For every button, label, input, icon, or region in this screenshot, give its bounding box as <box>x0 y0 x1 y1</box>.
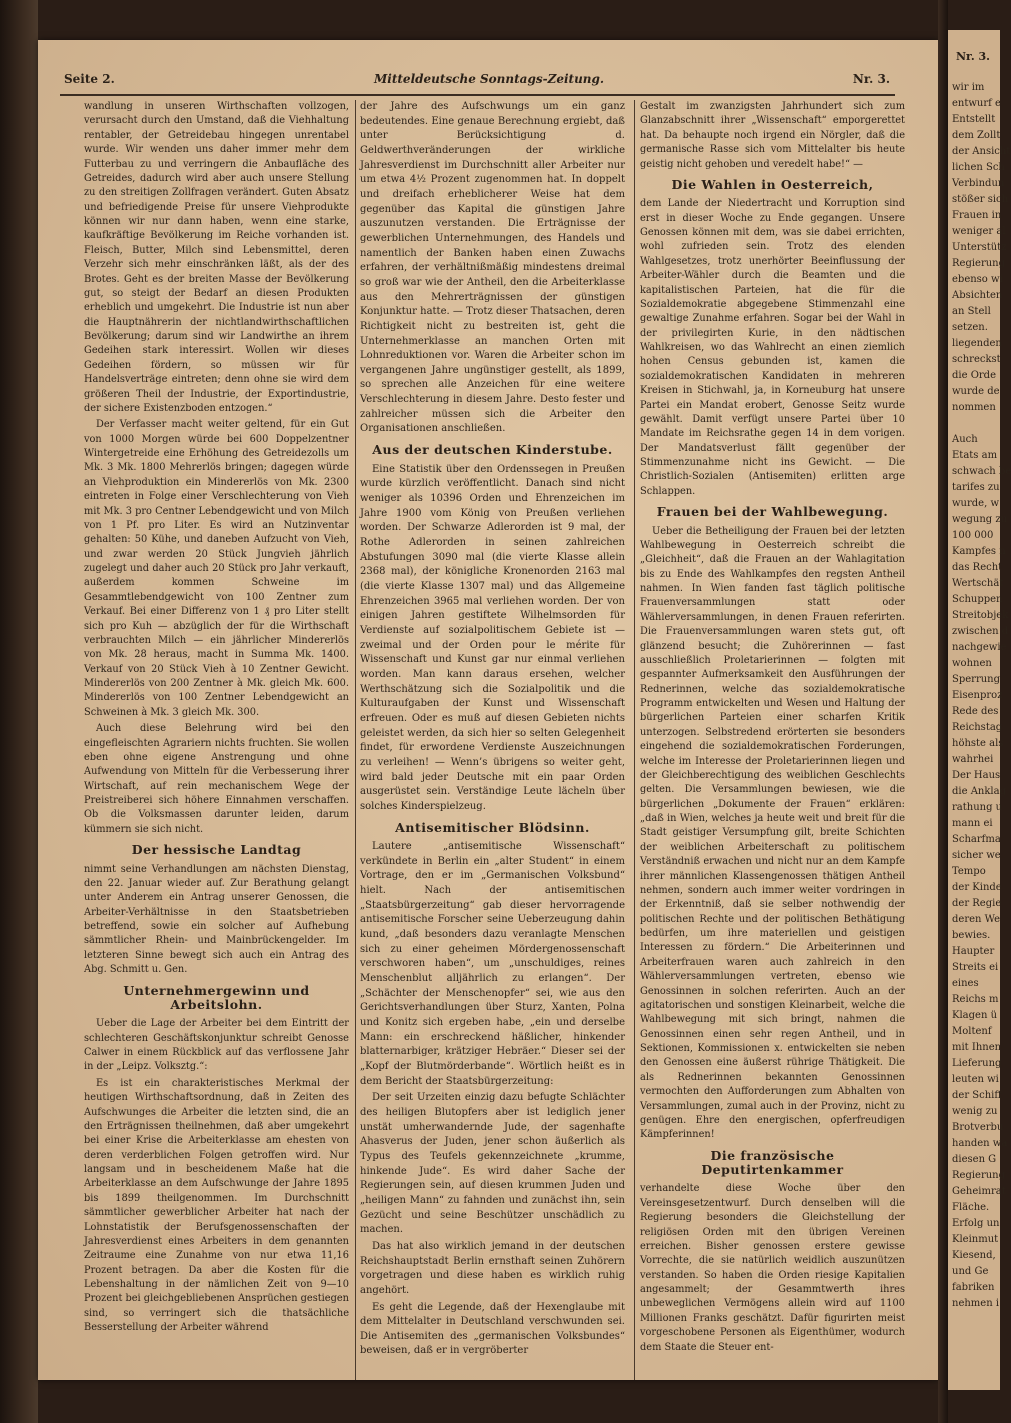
adjacent-page-line: diesen G <box>952 1154 997 1165</box>
article-heading: Der hessische Landtag <box>131 842 302 858</box>
adjacent-page-line: tarifes zu <box>952 482 1000 493</box>
adjacent-page-line: schreckst <box>952 354 1001 365</box>
adjacent-page-line: nachgewie <box>952 642 1007 653</box>
adjacent-page-line: Wertschät <box>952 578 1004 589</box>
article-paragraph: wandlung in unseren Wirthschaften vollzogen, verursacht durch den Umstand, daß die Viehhaltung rentabler, der Getreidebau hingegen unrentabel wurde. Wir wenden uns daher immer mehr dem Futterbau zu und verringern die Anbaufläche des Getreides, dadurch wird aber auch unsere Stellung zu den streitigen Zollfragen verändert. Guten Absatz und befriedigende Preise für unsere Viehprodukte können wir nur dann haben, wenn eine starke, kaufkräftige Bevölkerung im Reiche vorhanden ist. Fleisch, Butter, Milch sind Lebensmittel, deren Verzehr sich mehr einschränken läßt, als der des Brotes. Geht es der breiten Masse der Bevölkerung gut, so steigt der Bedarf an diesen Produkten erheblich und umgekehrt. Die Industrie ist nun aber die Hauptnährerin der nichtlandwirthschaftlichen Bevölkerung; darum sind wir Landwirthe an ihrem Gedeihen stark interessirt. Wollen wir dieses Gedeihen fördern, so müssen wir für Handelsverträge eintreten; denn ohne sie wird dem größeren Theil der Industrie, der Exportindustrie, der sichere Existenzboden entzogen.“ <box>84 101 349 414</box>
adjacent-page-line: wahrhei <box>952 754 994 765</box>
book-spine <box>0 0 38 1423</box>
adjacent-page-line: Der Haus <box>952 770 1001 781</box>
adjacent-page-line: Frauen in <box>952 210 1002 221</box>
adjacent-page-line: Eisenproz <box>952 690 1003 701</box>
adjacent-page-line: die Orde <box>952 370 996 381</box>
adjacent-page-line: entwurf e <box>952 98 1001 109</box>
adjacent-page-line: der Regie <box>952 898 1002 909</box>
adjacent-page-line: der Schiff <box>952 1090 1002 1101</box>
adjacent-page-line: zwischen d <box>952 626 1009 637</box>
adjacent-page-line: eines <box>952 978 979 989</box>
adjacent-page-line: nommen <box>952 402 996 413</box>
adjacent-page-line: Regierung <box>952 258 1006 269</box>
adjacent-page-line: wohnen <box>952 658 992 669</box>
adjacent-page-line: mann ei <box>952 818 993 829</box>
article-paragraph: Eine Statistik über den Ordenssegen in Preußen wurde kürzlich veröffentlicht. Danach sind nicht weniger als 10396 Orden und Ehrenzeichen im Jahre 1900 vom König von Preußen verliehen worden. Der Schwarze Adlerorden ist 9 mal, der Rothe Adlerorden in seinen zahlreichen Abstufungen 3090 mal (die vierte Klasse allein 2368 mal), der königliche Kronenorden 2163 mal (die vierte Klasse 1307 mal) und das Allgemeine Ehrenzeichen 3965 mal verliehen worden. Der von einigen Jahren gestiftete Wilhelmsorden für Verdienste auf sozialpolitischem Gebiete ist — zweimal und der Orden pour le mérite für Wissenschaft und Kunst gar nur einmal verliehen worden. Man kann daraus ersehen, welcher Werthschätzung sich die Sozialpolitik und die Kulturaufgaben der Kunst und Wissenschaft erfreuen. Oder es muß auf diesen Gebieten nichts geleistet werden, da sich hier so selten Gelegenheit findet, für erwordene Verdienste Auszeichnungen zu verleihen! — Wenn’s übrigens so weiter geht, wird bald jeder Deutsche mit ein paar Orden ausgerüstet sein. Verständige Leute lächeln über solches Kinderspielzeug. <box>360 463 625 812</box>
article-heading: Aus der deutschen Kinderstube. <box>372 442 613 458</box>
adjacent-page-line: Kampfes n <box>952 546 1006 557</box>
adjacent-page-line: bewies. <box>952 930 991 941</box>
adjacent-page-line: 100 000 <box>952 530 994 541</box>
header-rule <box>60 94 895 96</box>
article-column-2 <box>360 100 625 1361</box>
adjacent-page-line: Streits ei <box>952 962 999 973</box>
article-paragraph: Ueber die Betheiligung der Frauen bei der letzten Wahlbewegung in Oesterreich schreibt die „Gleichheit“, daß die Frauen an der Wahlagitation bis zu Ende des Wahlkampfes den regsten Antheil nahmen. In Wien fanden fast täglich politische Frauenversammlungen statt oder Wählerversammlungen, in denen Frauen referirten. Die Frauenversammlungen waren stets gut, oft glänzend besucht; die Zuhörerinnen — fast ausschließlich Proletarierinnen — folgten mit gespannter Aufmerksamkeit den Ausführungen der Rednerinnen, welche das sozialdemokratische Programm entwickelten und Wesen und Haltung der bürgerlichen Parteien einer scharfen Kritik unterzogen. Selbstredend erörterten sie besonders eingehend die sozialdemokratischen Forderungen, welche im Interesse der Proletarierinnen liegen und der Gleichberechtigung des weiblichen Geschlechts gelten. Die Versammlungen bewiesen, wie die bürgerlichen „Dokumente der Frauen“ erklären: „daß in Wien, welches ja heute weit und breit für die Stadt geistiger Versumpfung gilt, breite Schichten der weiblichen Arbeiterschaft zu politischem Verständniß erwachen und nicht nur an dem Kampfe ihrer männlichen Klassengenossen thätigen Antheil nehmen, sondern auch immer weiter vordringen in der Erkenntniß, daß sie selber nothwendig der politischen Rechte und der politischen Bethätigung bedürfen, um ihre materiellen und geistigen Interessen zu fördern.“ Die Arbeiterinnen und Arbeiterfrauen waren auch zahlreich in den Wählerversammlungen vertreten, ebenso wie Genossinnen in solchen referirten. Auch an der agitatorischen und sonstigen Kleinarbeit, welche die Wahlbewegung mit sich bringt, nahmen die Genossinnen einen sehr regen Antheil, und in Sektionen, Kommissionen x. entwickelten sie neben den Genossen eine äußerst rührige Thätigkeit. Die als Rednerinnen bekannten Genossinnen vermochten den Aufforderungen zum Abhalten von Versammlungen, zumal auch in der Provinz, nicht zu genügen. Ehre den energischen, opferfreudigen Kämpferinnen! <box>640 525 905 1141</box>
article-paragraph: Ueber die Lage der Arbeiter bei dem Eintritt der schlechteren Geschäftskonjunktur schreibt Genosse Calwer in einem Rückblick auf das verflossene Jahr in der „Leipz. Volksztg.“: <box>84 1018 349 1073</box>
adjacent-page-line: Haupter <box>952 946 995 957</box>
adjacent-page-line: fabriken <box>952 1282 995 1293</box>
adjacent-page-line: setzen. <box>952 322 988 333</box>
article-paragraph: Lautere „antisemitische Wissenschaft“ verkündete in Berlin ein „alter Student“ in einem Vortrage, den er im „Germanischen Volksbund“ hielt. Nach der antisemitischen „Staatsbürgerzeitung“ gab dieser hervorragende antisemitische Forscher seine Ueberzeugung dahin kund, „daß besonders dazu veranlagte Menschen sich zu einer geheimen Mördergenossenschaft verschworen haben“, um „unschuldiges, reines Menschenblut alljährlich zu erlangen“. Der „Schächter der Menschenopfer“ sei, wie aus den Gerichtsverhandlungen über Sturz, Xanten, Polna und Konitz sich ergeben habe, „ein und derselbe Mann: ein erschreckend häßlicher, hinkender blatternarbiger, krätziger Hebräer.“ Dieser sei der „Kopf der Blutmörderbande“. Wörtlich heißt es in dem Bericht der Staatsbürgerzeitung: <box>360 841 625 1087</box>
article-column-3 <box>640 100 905 1357</box>
adjacent-page-line: stößer sich <box>952 194 1009 205</box>
adjacent-page-issue: Nr. 3. <box>956 50 990 63</box>
article-paragraph: Es ist ein charakteristisches Merkmal der heutigen Wirthschaftsordnung, daß in Zeiten des Aufschwunges die Arbeiter die letzten sind, die an den Erträgnissen theilnehmen, daß aber umgekehrt bei einer Krise die Arbeiterklasse am ehesten von deren verderblichen Folgen getroffen wird. Nur langsam und in bescheidenem Maße hat die Arbeiterklasse an dem Aufschwunge der Jahre 1895 bis 1899 theilgenommen. Im Durchschnitt sämmtlicher gewerblicher Arbeiter hat nach der Lohnstatistik der Berufsgenossenschaften der Jahresverdienst eines Arbeiters in dem genannten Zeitraume eine Zunahme von nur etwa 11,16 Prozent betragen. Da aber die Kosten für die Lebenshaltung in der nämlichen Zeit von 9—10 Prozent bei gleichgebliebenen Ansprüchen gestiegen sind, so verringert sich die thatsächliche Besserstellung der Arbeiter während <box>84 1077 349 1334</box>
adjacent-page-line: Fläche. <box>952 1202 990 1213</box>
article-column-1 <box>84 100 349 1338</box>
column-divider <box>634 100 635 1380</box>
adjacent-page-line: ebenso wi <box>952 274 1003 285</box>
article-paragraph: der Jahre des Aufschwungs um ein ganz bedeutendes. Eine genaue Berechnung ergiebt, daß unter Berücksichtigung d. Geldwerthveränderungen der wirkliche Jahresverdienst im Durchschnitt aller Arbeiter nur um etwa 4½ Prozent zugenommen hat. In doppelt und dreifach erheblicherer Weise hat dem gegenüber das Kapital die günstigen Jahre auszunutzen verstanden. Die Erträgnisse der gewerblichen Unternehmungen, des Handels und namentlich der Banken haben einen Zuwachs erfahren, der verhältnißmäßig mindestens dreimal so groß war wie der Antheil, den die Arbeiterklasse aus den Mehrerträgnissen der günstigen Konjunktur hatte. — Trotz dieser Thatsachen, deren Richtigkeit nicht zu bestreiten ist, geht die Unternehmerklasse an manchen Orten mit Lohnreduktionen vor. Waren die Arbeiter schon im vergangenen Jahre ungünstiger gestellt, als 1899, so sprechen alle Anzeichen für eine weitere Verschlechterung in diesem Jahre. Desto fester und zahlreicher müssen sich die Arbeiter den Organisationen anschließen. <box>360 101 625 435</box>
article-paragraph: Das hat also wirklich jemand in der deutschen Reichshauptstadt Berlin ernsthaft seinen Zuhörern vorgetragen und diese haben es wirklich ruhig angehört. <box>360 1240 625 1296</box>
adjacent-page-line: und Ge <box>952 1266 989 1277</box>
article-heading: Antisemitischer Blödsinn. <box>395 819 590 835</box>
adjacent-page-line: Auch <box>952 434 978 445</box>
adjacent-page-line: Lieferung <box>952 1058 1002 1069</box>
adjacent-page-line: wir im <box>952 82 985 93</box>
adjacent-page-line <box>952 416 998 432</box>
article-paragraph: dem Lande der Niedertracht und Korruption sind erst in dieser Woche zu Ende gegangen. Unsere Genossen können mit dem, was sie dabei errichten, wohl zufrieden sein. Trotz des elenden Wahlgesetzes, trotz unerhörter Beeinflussung der Arbeiter-Wähler durch die Beamten und die kapitalistischen Parteien, hat die für die Sozialdemokratie abgegebene Stimmenzahl eine gewaltige Zunahme erfahren. Sogar bei der Wahl in der privilegirten Kurie, in den nädtischen Wahlkreisen, wo das Wahlrecht an einen ziemlich hohen Census gebunden ist, kamen die sozialdemokratischen Kandidaten in mehreren Kreisen in Stichwahl, ja, in Korneuburg hat unsere Partei ein Mandat erobert, Genosse Seitz wurde gewählt. Damit verfügt unsere Partei über 10 Mandate im Reichsrathe gegen 14 in dem vorigen. Der Mandatsverlust fällt gegenüber der Stimmenzunahme nicht ins Gewicht. — Die Christlich-Sozialen (Antisemiten) erlitten arge Schlappen. <box>640 198 905 497</box>
adjacent-page-line: Verbindun <box>952 178 1005 189</box>
adjacent-page-line: Entstellt <box>952 114 996 125</box>
article-paragraph: Gestalt im zwanzigsten Jahrhundert sich zum Glanzabschnitt ihrer „Wissenschaft“ emporgerettet hat. Da behaupte noch irgend ein Nörgler, daß die germanische Rasse sich vom Mittelalter bis heute geistig nicht gehoben und veredelt habe!“ — <box>640 101 905 170</box>
adjacent-page-line: wurde, w <box>952 498 1000 509</box>
article-paragraph: Auch diese Belehrung wird bei den eingefleischten Agrariern nichts fruchten. Sie wollen eben ohne eigene Anstrengung und ohne Aufwendung von Mitteln für die Verbesserung ihrer Wirtschaft, auf rein mechanischem Wege der Preistreiberei sich höhere Einnahmen verschaffen. Ob die Volksmassen darunter leiden, darum kümmern sie sich nicht. <box>84 723 349 835</box>
page-header <box>54 68 890 90</box>
adjacent-page-line: wurde de <box>952 386 1000 397</box>
adjacent-page-line: Sperrung <box>952 674 1001 685</box>
adjacent-page-line: Reichstag <box>952 722 1003 733</box>
adjacent-page-line: Streitobjek <box>952 610 1009 621</box>
adjacent-page-line: Scharfma <box>952 834 1001 845</box>
adjacent-page-line: handen wa <box>952 1138 1008 1149</box>
adjacent-page <box>948 30 1011 1390</box>
adjacent-page-line: Geheimrat <box>952 1186 1006 1197</box>
article-paragraph: Der Verfasser macht weiter geltend, für ein Gut von 1000 Morgen würde bei 600 Doppelzentner Wintergetreide eine Erhöhung des Getreidezolls um Mk. 3 Mk. 1800 Mehrerlös bringen; dagegen würde an Viehproduktion ein Mindererlös von Mk. 2300 eintreten in Folge einer Verschlechterung von Vieh mit Mk. 3 pro Centner Lebendgewicht und von Milch von 1 Pf. pro Liter. Es wird an Nutzinventar gehalten: 50 Kühe, und daneben Aufzucht von Vieh, und zwar werden 20 Stück Jungvieh jährlich zugelegt und daher auch 20 Stück pro Jahr verkauft, außerdem kommen Schweine im Gesammtlebendgewicht von 100 Zentner zum Verkauf. Bei einer Differenz von 1 ₰ pro Liter stellt sich pro Kuh — abzüglich der für die Wirthschaft verbrauchten Milch — ein jährlicher Mindererlös von Mk. 28 heraus, macht in Summa Mk. 1400. Verkauf von 20 Stück Vieh à 10 Zentner Gewicht. Mindererlös von 200 Zentner à Mk. gleich Mk. 600. Mindererlös von 100 Zentner Lebendgewicht an Schweinen à Mk. 3 gleich Mk. 300. <box>84 419 349 718</box>
adjacent-page-text <box>952 80 1011 1312</box>
adjacent-page-line: schwach be <box>952 466 1011 477</box>
book-gutter <box>938 0 948 1423</box>
adjacent-page-line: sicher we <box>952 850 1001 861</box>
adjacent-page-line: dem Zollt <box>952 130 1001 141</box>
adjacent-page-line: die Anklag <box>952 786 1006 797</box>
adjacent-page-line: Rede des <box>952 706 999 717</box>
adjacent-page-line: Erfolg un <box>952 1218 1000 1229</box>
adjacent-page-line: Moltenf <box>952 1026 992 1037</box>
adjacent-page-line: Kiesend, <box>952 1250 996 1261</box>
adjacent-page-line: mit Ihnen <box>952 1042 1002 1053</box>
adjacent-page-line: Reichs m <box>952 994 999 1005</box>
adjacent-page-line: leuten wi <box>952 1074 999 1085</box>
adjacent-page-line: Etats am <box>952 450 998 461</box>
adjacent-page-line: Klagen ü <box>952 1010 998 1021</box>
article-heading: Unternehmergewinn und Arbeitslohn. <box>123 982 310 1012</box>
article-heading: Frauen bei der Wahlbewegung. <box>656 504 889 520</box>
adjacent-page-line: höhste als <box>952 738 1004 749</box>
adjacent-page-line: rathung u <box>952 802 1003 813</box>
article-heading: Die französische Deputirtenkammer <box>701 1147 844 1177</box>
adjacent-page-line: Kleinmut <box>952 1234 999 1245</box>
adjacent-page-line: weniger al <box>952 226 1006 237</box>
adjacent-page-line: wenig zu <box>952 1106 998 1117</box>
adjacent-page-line: an Stell <box>952 306 991 317</box>
adjacent-page-line: wegung zu <box>952 514 1008 525</box>
adjacent-page-line: liegenden <box>952 338 1002 349</box>
adjacent-page-line: Regierung <box>952 1170 1006 1181</box>
article-paragraph: verhandelte diese Woche über den Vereinsgesetzentwurf. Durch denselben will die Regierung besonders die Gleichstellung der religiösen Orden mit den übrigen Vereinen erreichen. Bisher genossen erstere gewisse Vorrechte, die sie natürlich weidlich auszunützen verstanden. So haben die Orden riesige Kapitalien angesammelt; der Gesammtwerth ihres unbeweglichen Vermögens allein wird auf 1100 Millionen Franks geschätzt. Dafür figurirten meist vorgeschobene Personen als Eigenthümer, wodurch dem Staate die Steuer ent- <box>640 1183 905 1353</box>
adjacent-page-line: das Recht <box>952 562 1003 573</box>
adjacent-page-line: Tempo <box>952 866 986 877</box>
column-divider <box>355 100 356 1380</box>
adjacent-page-line: der Ansicht <box>952 146 1011 157</box>
article-heading: Die Wahlen in Oesterreich, <box>671 176 874 192</box>
article-paragraph: Es geht die Legende, daß der Hexenglaube mit dem Mittelalter in Deutschland verschwunden sei. Die Antisemiten des „germanischen Volksbundes“ beweisen, daß er in vergröberter <box>360 1301 625 1357</box>
adjacent-page-line: Unterstütz <box>952 242 1007 253</box>
adjacent-page-line: deren We <box>952 914 1001 925</box>
adjacent-page-line: Absichten <box>952 290 1003 301</box>
adjacent-page-line: Schuppen <box>952 594 1003 605</box>
adjacent-page-line: Brotverbu <box>952 1122 1004 1133</box>
article-paragraph: Der seit Urzeiten einzig dazu befugte Schlächter des heiligen Blutopfers aber ist lediglich jener unstät umherwandernde Jude, der sagenhafte Ahasverus der Juden, jener schon äußerlich als Typus des Teufels gekennzeichnete „krumme, hinkende Jude“. Es wird daher Sache der Regierungen sein, auf diesen krummen Juden und „heiligen Mann“ zu fahnden und zunächst ihn, sein Gezücht und seine Beschützer unschädlich zu machen. <box>360 1092 625 1236</box>
adjacent-page-line: der Kinde <box>952 882 1002 893</box>
adjacent-page-line: lichen Sch <box>952 162 1005 173</box>
adjacent-page-line: nehmen i <box>952 1298 1000 1309</box>
newspaper-title: Mitteldeutsche Sonntags-Zeitung. <box>374 72 605 86</box>
issue-number: Nr. 3. <box>852 72 890 86</box>
page-number-label: Seite 2. <box>64 72 115 86</box>
article-paragraph: nimmt seine Verhandlungen am nächsten Dienstag, den 22. Januar wieder auf. Zur Berathung gelangt unter Anderem ein Antrag unserer Genossen, die Arbeiter-Verhältnisse in den Staatsbetrieben betreffend, sowie ein solcher auf Aufhebung sämmtlicher Rhein- und Mainbrückengelder. Im letzteren Sinne bewegt sich auch ein Antrag des Abg. Schmitt u. Gen. <box>84 863 349 976</box>
